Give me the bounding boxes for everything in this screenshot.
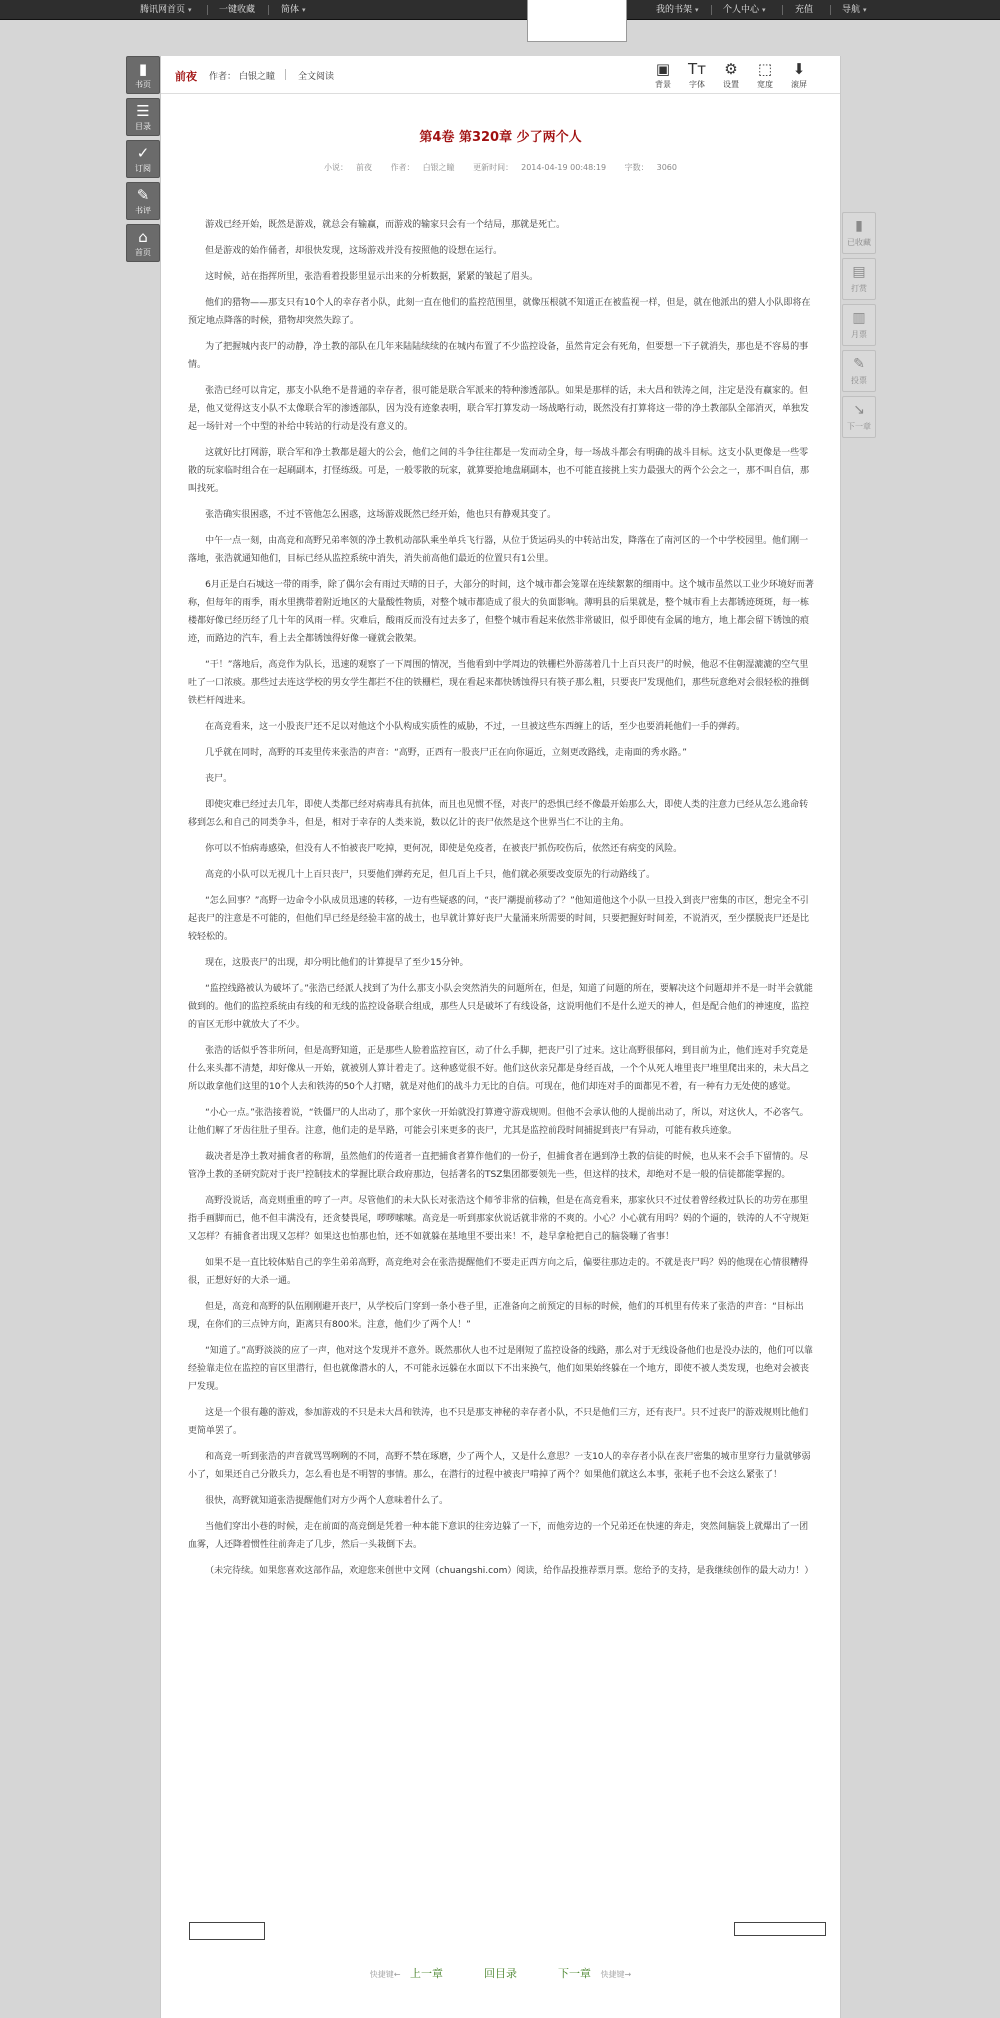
home-icon: ⌂ bbox=[138, 228, 148, 246]
chapter-author: 白银之瞳 bbox=[422, 163, 455, 172]
paragraph: 和高竞一听到张浩的声音就骂骂咧咧的不同，高野不禁在琢磨，少了两个人，又是什么意思？一支10人的幸存者小队在丧尸密集的城市里穿行力量就够弱小了，如果还自己分散兵力，怎么看也是不明智的事情。那么，在潜行的过程中被丧尸啃掉了两个？如果他们就这么本事，张耗子也不会这么紧张了！ bbox=[188, 1452, 811, 1480]
paragraph: 张浩的话似乎答非所问，但是高野知道，正是那些人脸着监控盲区，动了什么手脚，把丧尸引了过来。这让高野很郁闷，到目前为止，他们连对手究竟是什么来头都不清楚，却好像从一开始，就被别人算计着走了。这种感觉很不好。他们这伙亲兄都是身经百战，一个个从死人堆里丧尸堆里爬出来的，未大昌之所以敢拿他们这里的10个人去和铁涛的50个人打赌，就是对他们的战斗力无比的自信。可现在，他们却连对手的面都见不着，有一种有力无处使的感觉。 bbox=[188, 1046, 810, 1092]
chevron-down-icon: ▾ bbox=[695, 6, 699, 14]
table-of-contents-button[interactable] bbox=[126, 98, 160, 136]
edit-icon: ✎ bbox=[136, 186, 150, 204]
settings-icon: ⚙ bbox=[724, 60, 738, 78]
right-ad-placeholder bbox=[734, 1922, 826, 1936]
vote-icon: ✎ bbox=[853, 356, 865, 372]
chapter-content bbox=[188, 216, 814, 1588]
width-button[interactable] bbox=[750, 59, 780, 91]
book-name-link[interactable]: 前夜 bbox=[175, 70, 197, 83]
paragraph: 几乎就在同时，高野的耳麦里传来张浩的声音：“高野，正西有一股丧尸正在向你逼近，立刻更改路线，走南面的秀水路。” bbox=[205, 748, 687, 758]
font-icon: Tт bbox=[688, 60, 706, 78]
word-count-label: 字数： bbox=[624, 163, 649, 172]
paragraph: “小心一点。”张浩接着说，“铁僵尸的人出动了，那个家伙一开始就没打算遵守游戏规则。但他不会承认他的人提前出动了，所以，对这伙人，不必客气。让他们解了牙齿往肚子里吞。注意，他们走的是旱路，可能会引来更多的丧尸，尤其是监控前段时间捕捉到丧尸有异动，可能有救兵迹象。 bbox=[188, 1108, 809, 1136]
user-center-menu[interactable] bbox=[723, 0, 766, 20]
paragraph: “知道了。”高野淡淡的应了一声，他对这个发现并不意外。既然那伙人也不过是刚短了监控设备的线路，那么对于无线设备他们也是没办法的，他们可以靠经验靠走位在监控的盲区里潜行，但也就像潜水的人，不可能永远躲在水面以下不出来换气，他们如果始终躲在一个地方，即使不被人类发现，也绝对会被丧尸发现。 bbox=[188, 1346, 813, 1392]
paragraph: 很快，高野就知道张浩提醒他们对方少两个人意味着什么了。 bbox=[205, 1496, 449, 1506]
chevron-down-icon: ▾ bbox=[302, 6, 306, 14]
paragraph: 如果不是一直比较体贴自己的孪生弟弟高野，高竞绝对会在张浩提醒他们不要走正西方向之后，偏要往那边走的。不就是丧尸吗？妈的他现在心情很糟得很，正想好好的大杀一通。 bbox=[188, 1258, 809, 1286]
paragraph: 游戏已经开始，既然是游戏，就总会有输赢，而游戏的输家只会有一个结局，那就是死亡。 bbox=[205, 220, 566, 230]
paragraph: 你可以不怕病毒感染，但没有人不怕被丧尸吃掉，更何况，即使是免疫者，在被丧尸抓伤咬伤后，依然还有病变的风险。 bbox=[205, 844, 683, 854]
paragraph: 但是游戏的始作俑者，却很快发现，这场游戏并没有按照他的设想在运行。 bbox=[205, 246, 503, 256]
font-button[interactable] bbox=[682, 59, 712, 91]
font-label: 字体 bbox=[689, 80, 705, 89]
prev-chapter-link[interactable]: 上一章 bbox=[410, 1967, 443, 1980]
background-label: 背景 bbox=[655, 80, 671, 89]
next-chapter-side-button[interactable] bbox=[842, 396, 876, 438]
next-chapter-icon: ↘ bbox=[853, 402, 865, 418]
divider bbox=[711, 5, 712, 15]
paragraph: “监控线路被认为破坏了。”张浩已经派人找到了为什么那支小队会突然消失的问题所在，但是，知道了问题的所在，要解决这个问题却并不是一时半会就能做到的。他们的监控系统由有线的和无线的监控设备联合组成，那些人只是破坏了有线设备，这说明他们不是什么逆天的神人，但是配合他们的神速度，监控的盲区无形中就放大了不少。 bbox=[188, 984, 813, 1030]
home-button[interactable] bbox=[126, 224, 160, 262]
paragraph: 中午一点一刻，由高竞和高野兄弟率领的净土教机动部队乘坐单兵飞行器，从位于货运码头的中转站出发，降落在了南河区的一个中学校园里。他们刚一落地，张浩就通知他们，目标已经从监控系统中消失，消失前高他们最近的位置只有1公里。 bbox=[188, 536, 809, 564]
favorited-button[interactable] bbox=[842, 212, 876, 254]
settings-button[interactable] bbox=[716, 59, 746, 91]
paragraph: “怎么回事？”高野一边命令小队成员迅速的转移，一边有些疑惑的问，“丧尸潮提前移动了？”他知道他这个小队一旦投入到丧尸密集的市区，想完全不引起丧尸的注意是不可能的，但他们早已经是经验丰富的战士，也早就计算好丧尸大量涌来所需要的时间，只要把握好时间差，不说消灭，至少摆脱丧尸还是比较轻松的。 bbox=[188, 896, 810, 942]
divider bbox=[268, 5, 269, 15]
paragraph: 高竞的小队可以无视几十上百只丧尸，只要他们弹药充足，但几百上千只，他们就必须要改变原先的行动路线了。 bbox=[205, 870, 656, 880]
novel-label: 小说： bbox=[324, 163, 349, 172]
divider bbox=[830, 5, 831, 15]
next-shortcut-hint: 快捷键→ bbox=[600, 1970, 632, 1979]
bookshelf-label: 我的书架 bbox=[656, 5, 693, 15]
user-center-label: 个人中心 bbox=[723, 5, 760, 15]
search-panel[interactable] bbox=[527, 0, 627, 42]
width-icon: ⬚ bbox=[757, 60, 773, 78]
book-review-button[interactable] bbox=[126, 182, 160, 220]
tencent-home-label: 腾讯网首页 bbox=[140, 5, 186, 15]
chevron-down-icon: ▾ bbox=[762, 6, 766, 14]
background-button[interactable] bbox=[648, 59, 678, 91]
paragraph: “干！”落地后，高竞作为队长，迅速的观察了一下周围的情况，当他看到中学周边的铁栅栏外游荡着几十上百只丧尸的时候，他忍不住朝湿漉漉的空气里吐了一口浓痰。那些过去连这学校的男女学生都拦不住的铁栅栏，现在看起来都快锈蚀得只有筷子那么粗，只要丧尸发现他们，那些玩意绝对会很轻松的推倒铁栏杆闯进来。 bbox=[188, 660, 810, 706]
paragraph: 丧尸。 bbox=[205, 774, 233, 784]
next-chapter-link[interactable]: 下一章 bbox=[558, 1967, 591, 1980]
book-icon: ▮ bbox=[138, 60, 148, 78]
left-toolbar bbox=[126, 56, 160, 266]
one-click-favorite-link[interactable]: 一键收藏 bbox=[219, 5, 256, 15]
novel-name: 前夜 bbox=[356, 163, 373, 172]
check-icon: ✓ bbox=[136, 144, 150, 162]
back-to-toc-link[interactable]: 回目录 bbox=[484, 1967, 517, 1980]
word-count-info bbox=[621, 163, 681, 172]
navigation-menu[interactable] bbox=[842, 0, 867, 20]
settings-label: 设置 bbox=[723, 80, 739, 89]
chapter-info bbox=[161, 162, 840, 173]
divider bbox=[285, 69, 286, 80]
monthly-ticket-icon: ▥ bbox=[852, 310, 866, 326]
paragraph: （未完待续。如果您喜欢这部作品，欢迎您来创世中文网（chuangshi.com）阅读，给作品投推荐票月票。您给予的支持，是我继续创作的最大动力！） bbox=[205, 1566, 814, 1576]
paragraph: 这是一个很有趣的游戏，参加游戏的不只是未大昌和铁涛，也不只是那支神秘的幸存者小队，不只是他们三方，还有丧尸。只不过丧尸的游戏规则比他们更简单罢了。 bbox=[188, 1408, 809, 1436]
update-time-info bbox=[469, 163, 610, 172]
full-text-reading-link[interactable]: 全文阅读 bbox=[298, 72, 335, 82]
divider bbox=[782, 5, 783, 15]
paragraph: 这时候，站在指挥所里，张浩看着投影里显示出来的分析数据，紧紧的皱起了眉头。 bbox=[205, 272, 539, 282]
novel-info bbox=[320, 163, 376, 172]
paragraph: 在高竞看来，这一小股丧尸还不足以对他这个小队构成实质性的威胁，不过，一旦被这些东西缠上的话，至少也要消耗他们一手的弹药。 bbox=[205, 722, 746, 732]
paragraph: 他们的猎物——那支只有10个人的幸存者小队，此刻一直在他们的监控范围里，就像压根就不知道正在被监视一样，但是，就在他派出的猎人小队即将在预定地点降落的时候，猎物却突然失踪了。 bbox=[188, 298, 811, 326]
home-label: 首页 bbox=[135, 248, 151, 257]
monthly-ticket-button[interactable] bbox=[842, 304, 876, 346]
reward-icon: ▤ bbox=[852, 264, 866, 280]
book-page-label: 书页 bbox=[135, 80, 151, 89]
language-label: 简体 bbox=[281, 5, 300, 15]
author-info bbox=[387, 163, 459, 172]
paragraph: 裁决者是净土教对捕食者的称谓，虽然他们的传道者一直把捕食者算作他们的一份子，但捕食者在遇到净土教的信徒的时候，也从来不会手下留情的。尽管净土教的圣研究院对于丧尸控制技术的掌握比联合政府那边，包括著名的TSZ集团都要领先一些，但这样的技术，却绝对不是一般的信徒都能掌握的。 bbox=[188, 1152, 809, 1180]
author-label: 作者： bbox=[209, 72, 237, 82]
update-time: 2014-04-19 00:48:19 bbox=[521, 163, 607, 172]
paragraph: 高野没说话，高竞则重重的哼了一声。尽管他们的未大队长对张浩这个师爷非常的信赖，但是在高竞看来，那家伙只不过仗着曾经救过队长的功劳在那里指手画脚而已，他不但丰满没有，还贪婪畏尾，啰啰嗦嗦。高竞是一听到那家伙说话就非常的不爽的。小心？小心就有用吗？妈的个逼的，铁涛的人不守规矩又怎样？有捕食者出现又怎样？如果这也怕那也怕，还不如就躲在基地里不要出来！不，趁早拿枪把自己的脑袋嘣了省事！ bbox=[188, 1196, 810, 1242]
right-toolbar bbox=[842, 212, 876, 442]
reward-button[interactable] bbox=[842, 258, 876, 300]
recharge-link[interactable]: 充值 bbox=[795, 5, 814, 15]
top-navigation-bar bbox=[0, 0, 1000, 20]
bookmark-icon: ▮ bbox=[855, 218, 863, 234]
paragraph: 为了把握城内丧尸的动静，净土教的部队在几年来陆陆续续的在城内布置了不少监控设备，虽然肯定会有死角，但要想一下子就消失，那也是不容易的事情。 bbox=[188, 342, 809, 370]
reward-label: 打赏 bbox=[851, 284, 867, 293]
paragraph: 即使灾难已经过去几年，即使人类都已经对病毒具有抗体，而且也见惯不怪，对丧尸的恐惧已经不像最开始那么大，即使人类的注意力已经从怎么逃命转移到怎么和自己的同类争斗，但是，相对于幸存的人类来说，数以亿计的丧尸依然是这个世界当仁不让的主角。 bbox=[188, 800, 809, 828]
chapter-author-label: 作者： bbox=[390, 163, 415, 172]
paragraph: 张浩已经可以肯定，那支小队绝不是普通的幸存者，很可能是联合军派来的特种渗透部队。如果是那样的话，未大昌和铁涛之间，注定是没有赢家的。但是，他又觉得这支小队不太像联合军的渗透部队，因为没有迹象表明，联合军打算发动一场战略行动，既然没有打算将这一带的净土教部队全部消灭，单独发起一场针对一个中型的补给中转站的行动是没有意义的。 bbox=[188, 386, 810, 432]
paragraph: 张浩确实很困惑，不过不管他怎么困惑，这场游戏既然已经开始，他也只有静观其变了。 bbox=[205, 510, 557, 520]
list-icon: ☰ bbox=[136, 102, 150, 120]
toc-label: 目录 bbox=[135, 122, 151, 131]
simplified-chinese-menu[interactable] bbox=[281, 0, 306, 20]
my-bookshelf-menu[interactable] bbox=[656, 0, 699, 20]
prev-shortcut-hint: 快捷键← bbox=[369, 1970, 401, 1979]
paragraph: 这就好比打网游，联合军和净土教都是超大的公会，他们之间的斗争往往都是一发而动全身，每一场战斗都会有明确的战斗目标。这支小队更像是一些零散的玩家临时组合在一起刷副本，打怪练级。可是，一般零散的玩家，就算要抢地盘刷副本，也不可能直接挑上实力最强大的两个公会之一，那不叫自信，那叫找死。 bbox=[188, 448, 810, 494]
chevron-down-icon: ▾ bbox=[863, 6, 867, 14]
chapter-title: 第4卷 第320章 少了两个人 bbox=[419, 130, 582, 145]
chapter-navigation bbox=[161, 1965, 840, 1981]
subscribe-button[interactable] bbox=[126, 140, 160, 178]
reader-header bbox=[161, 56, 840, 94]
reading-page bbox=[160, 56, 841, 2018]
paragraph: 当他们穿出小巷的时候，走在前面的高竞倒是凭着一种本能下意识的往旁边躲了一下，而他旁边的一个兄弟还在快速的奔走，突然间脑袋上就爆出了一团血雾，人还降着惯性往前奔走了几步，然后一头栽倒下去。 bbox=[188, 1522, 809, 1550]
subscribe-label: 订阅 bbox=[135, 164, 151, 173]
background-icon: ▣ bbox=[655, 60, 671, 78]
word-count: 3060 bbox=[656, 163, 677, 172]
next-chapter-side-label: 下一章 bbox=[847, 422, 871, 431]
scroll-label: 滚屏 bbox=[791, 80, 807, 89]
paragraph: 但是，高竞和高野的队伍刚刚避开丧尸，从学校后门穿到一条小巷子里，正准备向之前预定的目标的时候，他们的耳机里有传来了张浩的声音：“目标出现，在你们的三点钟方向，距离只有800米。注意，他们少了两个人！” bbox=[188, 1302, 804, 1330]
update-time-label: 更新时间： bbox=[473, 163, 514, 172]
chevron-down-icon: ▾ bbox=[188, 6, 192, 14]
scroll-icon: ⬇ bbox=[792, 60, 806, 78]
favorited-label: 已收藏 bbox=[847, 238, 871, 247]
divider bbox=[207, 5, 208, 15]
auto-scroll-button[interactable] bbox=[784, 59, 814, 91]
width-label: 宽度 bbox=[757, 80, 773, 89]
left-ad-placeholder bbox=[189, 1922, 265, 1940]
paragraph: 6月正是白石城这一带的雨季，除了偶尔会有雨过天晴的日子，大部分的时间，这个城市都会笼罩在连续絮絮的细雨中。这个城市虽然以工业少环境好而著称，但每年的雨季，雨水里携带着附近地区的大量酸性物质，对整个城市都造成了很大的负面影响。薄明县的后果就是，整个城市看上去都锈迹斑斑，每一栋楼都好像已经历经了几十年的风雨一样。灾难后，酸雨反而没有过去多了，但整个城市看起来依然非常破旧，似乎即使有金属的地方，地上都会留下锈蚀的痕迹，而路边的汽车，看上去全都锈蚀得好像一碰就会散架。 bbox=[188, 580, 814, 644]
vote-label: 投票 bbox=[851, 376, 867, 385]
vote-button[interactable] bbox=[842, 350, 876, 392]
navigation-label: 导航 bbox=[842, 5, 861, 15]
review-label: 书评 bbox=[135, 206, 151, 215]
monthly-ticket-label: 月票 bbox=[851, 330, 867, 339]
author-name[interactable]: 白银之瞳 bbox=[239, 72, 276, 82]
book-page-button[interactable] bbox=[126, 56, 160, 94]
paragraph: 现在，这股丧尸的出现，却分明比他们的计算提早了至少15分钟。 bbox=[205, 958, 469, 968]
tencent-home-menu[interactable] bbox=[140, 0, 192, 20]
